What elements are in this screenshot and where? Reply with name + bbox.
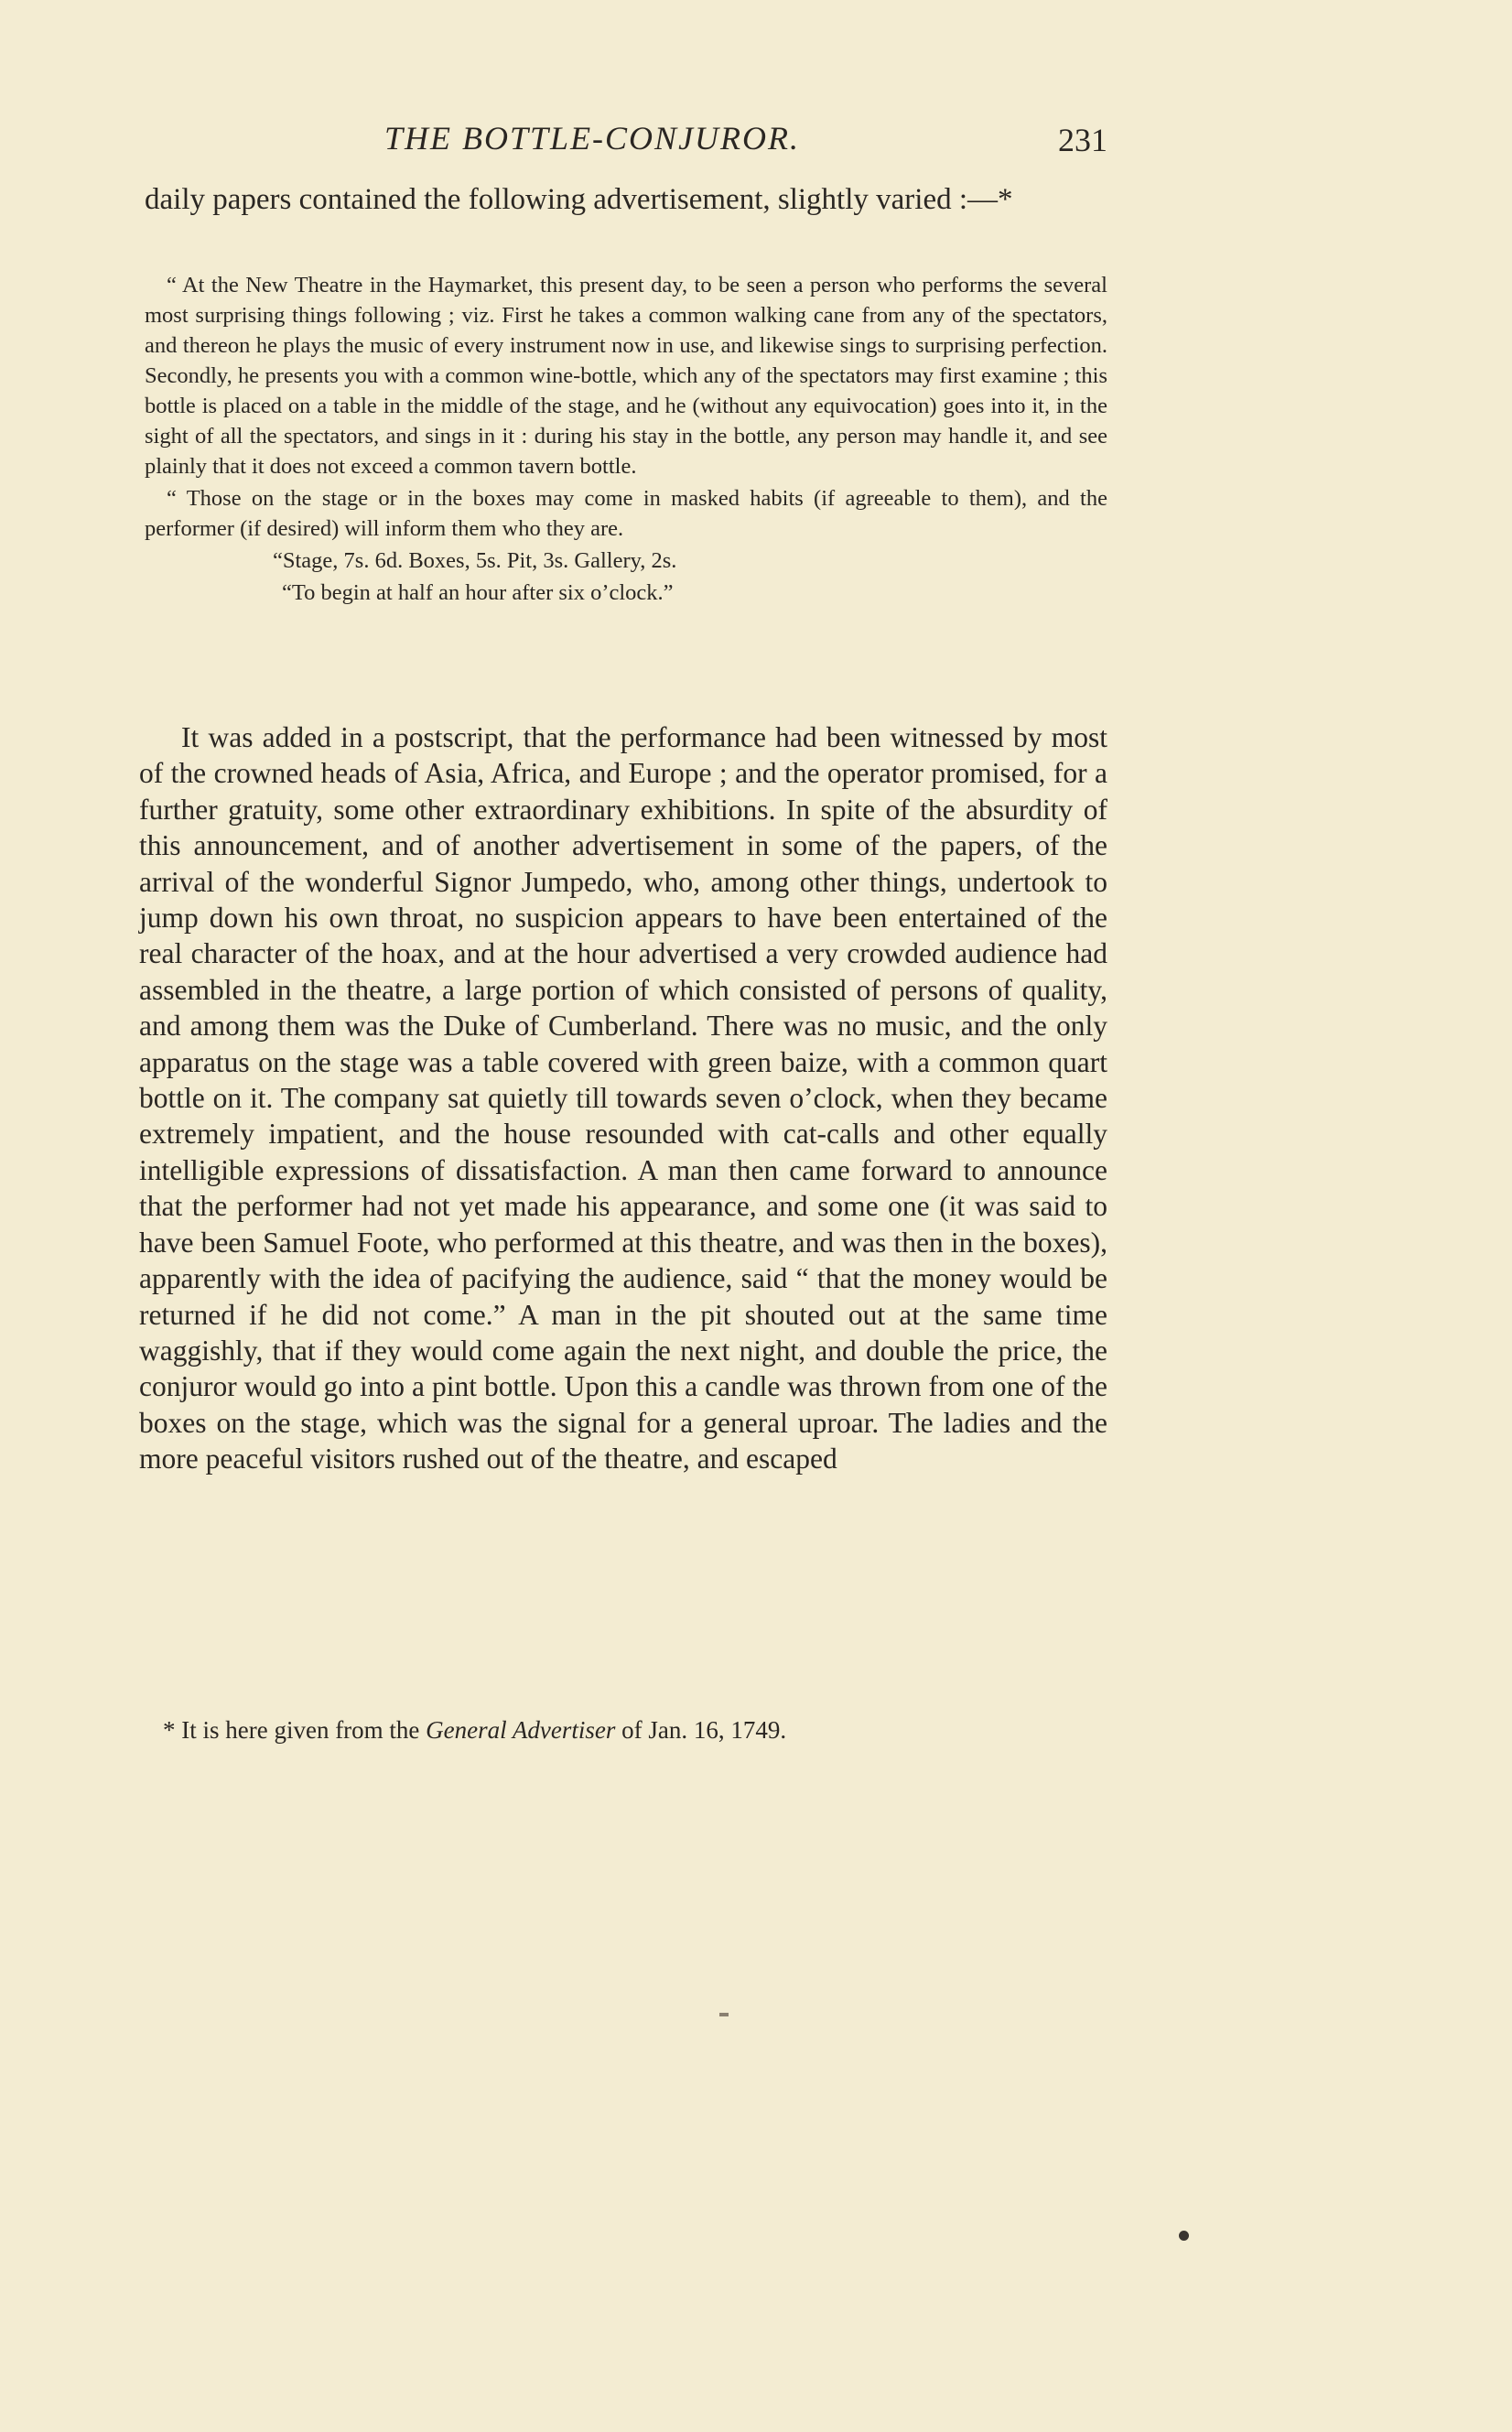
page-number: 231 [1058, 122, 1107, 158]
footnote [163, 1714, 1078, 1746]
body-text [139, 719, 1107, 1477]
ink-dot [1179, 2231, 1189, 2241]
footnote-prefix: * It is here given from the [163, 1716, 420, 1744]
advertisement-start-time: “To begin at half an hour after six o’clock.” [282, 580, 674, 605]
intro-text: daily papers contained the following advertisement, slightly varied :—* [145, 183, 1013, 216]
running-title: THE BOTTLE-CONJUROR. [384, 120, 801, 157]
advertisement-prices: “Stage, 7s. 6d. Boxes, 5s. Pit, 3s. Gallery, 2s. [273, 548, 677, 573]
footnote-suffix: of Jan. 16, 1749. [621, 1716, 787, 1744]
advertisement-quote [145, 270, 1107, 608]
stray-mark [719, 2013, 729, 2016]
footnote-source: General Advertiser [426, 1716, 616, 1744]
advertisement-paragraph-1: “ At the New Theatre in the Haymarket, this present day, to be seen a person who performs the several most surprising things following ; viz. First he takes a common walking cane from any of the spectators, and thereon he plays the music of every instrument now in use, and likewise sings to surprising perfection. Secondly, he presents you with a common wine-bottle, which any of the spectators may first examine ; this bottle is placed on a table in the middle of the stage, and he (without any equivocation) goes into it, in the sight of all the spectators, and sings in it : during his stay in the bottle, any person may handle it, and see plainly that it does not exceed a common tavern bottle. [145, 273, 1107, 479]
advertisement-paragraph-2: “ Those on the stage or in the boxes may come in masked habits (if agreeable to them), and the performer (if desired) will inform them who they are. [145, 486, 1107, 541]
running-header [137, 119, 1107, 165]
body-paragraph: It was added in a postscript, that the performance had been witnessed by most of the crowned heads of Asia, Africa, and Europe ; and the operator promised, for a further gratuity, some other extraordinary exhibitions. In spite of the absurdity of this announcement, and of another advertisement in some of the papers, of the arrival of the wonderful Signor Jumpedo, who, among other things, undertook to jump down his own throat, no suspicion appears to have been entertained of the real character of the hoax, and at the hour advertised a very crowded audience had assembled in the theatre, a large portion of which consisted of persons of quality, and among them was the Duke of Cumberland. There was no music, and the only apparatus on the stage was a table covered with green baize, with a common quart bottle on it. The company sat quietly till towards seven o’clock, when they became extremely impatient, and the house resounded with cat-calls and other equally intelligible expressions of dissatisfaction. A man then came forward to announce that the performer had not yet made his appearance, and some one (it was said to have been Samuel Foote, who performed at this theatre, and was then in the boxes), apparently with the idea of pacifying the audience, said “ that the money would be returned if he did not come.” A man in the pit shouted out at the same time waggishly, that if they would come again the next night, and double the price, the conjuror would go into a pint bottle. Upon this a candle was thrown from one of the boxes on the stage, which was the signal for a general uproar. The ladies and the more peaceful visitors rushed out of the theatre, and escaped [139, 721, 1107, 1475]
